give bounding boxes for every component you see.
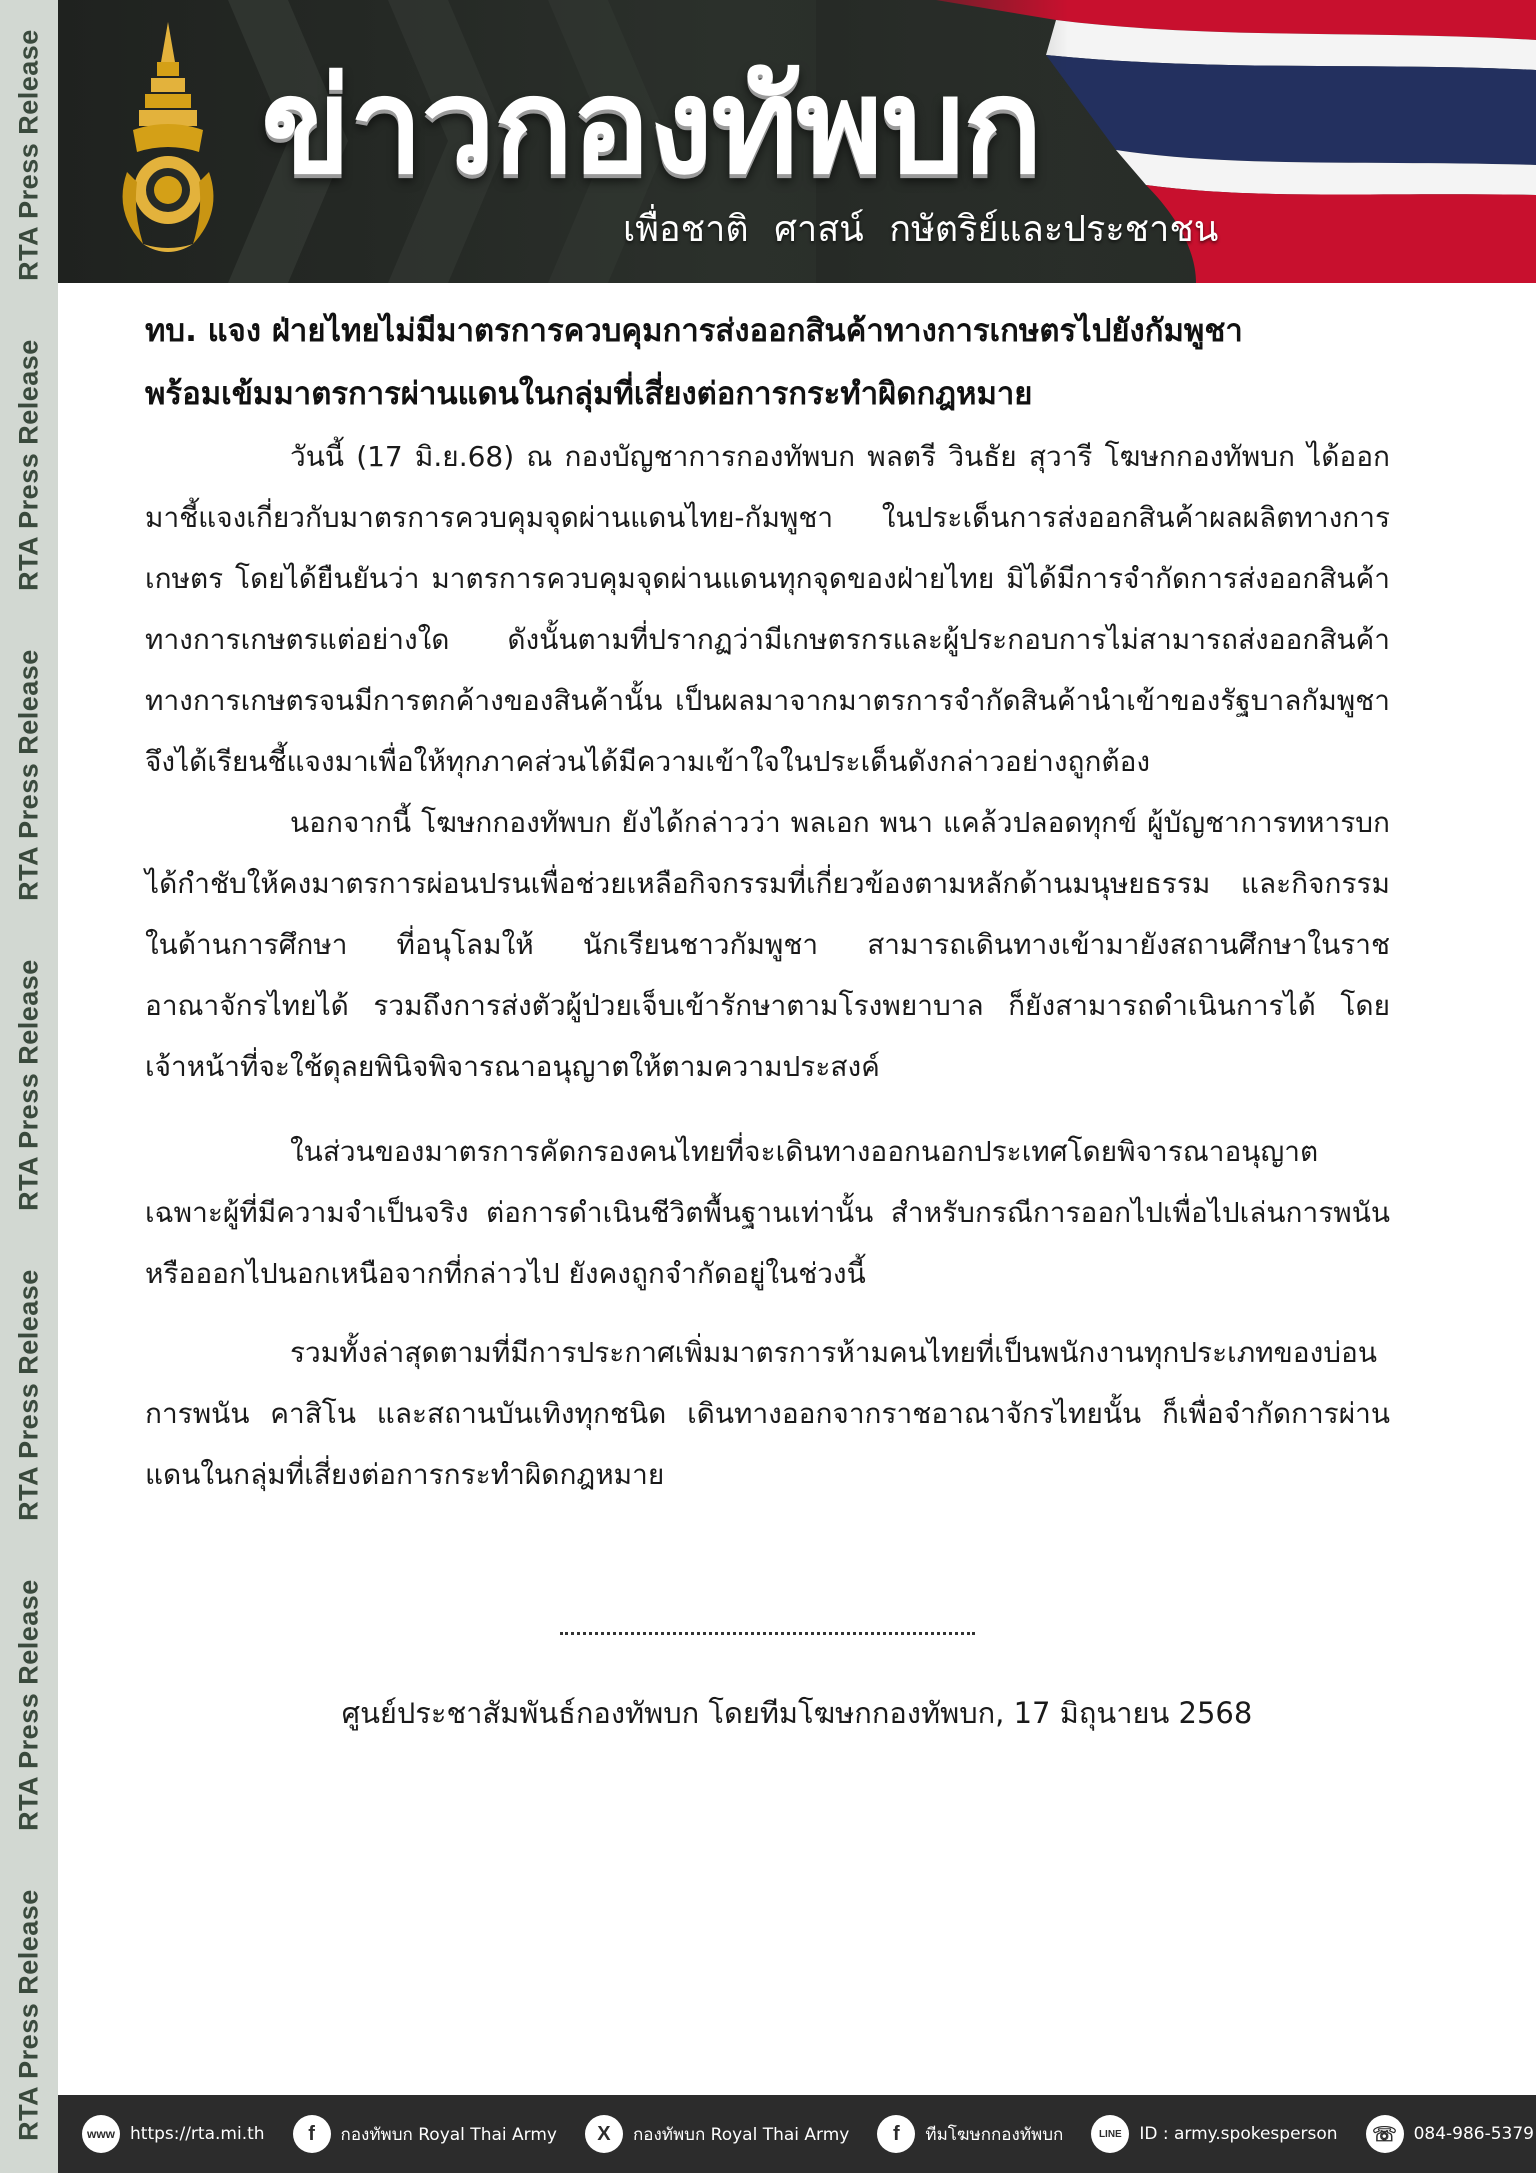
footer-phone-text: 084-986-5379	[1413, 2124, 1534, 2144]
footer-website[interactable]	[82, 2115, 265, 2153]
headline-line-1: ทบ. แจง ฝ่ายไทยไม่มีมาตรการควบคุมการส่งออกสินค้าทางการเกษตรไปยังกัมพูชา	[145, 313, 1243, 349]
footer-facebook-rta-text: กองทัพบก Royal Thai Army	[340, 2124, 557, 2145]
facebook-icon: f	[877, 2115, 915, 2153]
side-label: RTA Press Release	[13, 1579, 44, 1831]
footer-line[interactable]	[1091, 2115, 1337, 2153]
footer-facebook-rta[interactable]	[293, 2115, 557, 2153]
headline-line-2: พร้อมเข้มมาตรการผ่านแดนในกลุ่มที่เสี่ยงต่อการกระทำผิดกฎหมาย	[145, 376, 1033, 412]
side-label: RTA Press Release	[13, 1889, 44, 2141]
header-banner	[58, 0, 1536, 283]
side-label: RTA Press Release	[13, 1269, 44, 1521]
footer-website-text: https://rta.mi.th	[130, 2124, 265, 2144]
side-strip-labels	[0, 0, 58, 2173]
side-strip	[0, 0, 58, 2173]
footer-bar	[58, 2095, 1536, 2173]
facebook-icon: f	[293, 2115, 331, 2153]
article	[145, 300, 1390, 1505]
line-icon: LINE	[1091, 2115, 1129, 2153]
phone-icon: ☏	[1366, 2115, 1404, 2153]
footer-x-rta-text: กองทัพบก Royal Thai Army	[632, 2124, 850, 2145]
paragraph-4: รวมทั้งล่าสุดตามที่มีการประกาศเพิ่มมาตรการห้ามคนไทยที่เป็นพนักงานทุกประเภทของบ่อนการพนัน คาสิโน และสถานบันเทิงทุกชนิด เดินทางออกจากราชอาณาจักรไทยนั้น ก็เพื่อจำกัดการผ่านแดนในกลุ่มที่เสี่ยงต่อการกระทำผิดกฎหมาย	[145, 1336, 1390, 1491]
paragraph-2: นอกจากนี้ โฆษกกองทัพบก ยังได้กล่าวว่า พลเอก พนา แคล้วปลอดทุกข์ ผู้บัญชาการทหารบก ได้กำชับให้คงมาตรการผ่อนปรนเพื่อช่วยเหลือกิจกรรมที่เกี่ยวข้องตามหลักด้านมนุษยธรรม และกิจกรรมในด้านการศึกษา ที่อนุโลมให้ นักเรียนชาวกัมพูชา สามารถเดินทางเข้ามายังสถานศึกษาในราชอาณาจักรไทยได้ รวมถึงการส่งตัวผู้ป่วยเจ็บเข้ารักษาตามโรงพยาบาล ก็ยังสามารถดำเนินการได้ โดย เจ้าหน้าที่จะใช้ดุลยพินิจพิจารณาอนุญาตให้ตามความประสงค์	[145, 806, 1390, 1083]
royal-thai-army-emblem-icon	[113, 22, 223, 262]
side-label: RTA Press Release	[13, 339, 44, 591]
footer-line-text: ID : army.spokesperson	[1139, 2124, 1338, 2144]
paragraph-1: วันนี้ (17 มิ.ย.68) ณ กองบัญชาการกองทัพบก พลตรี วินธัย สุวารี โฆษกกองทัพบก ได้ออกมาชี้แจงเกี่ยวกับมาตรการควบคุมจุดผ่านแดนไทย-กัมพูชา ในประเด็นการส่งออกสินค้าผลผลิตทางการเกษตร โดยได้ยืนยันว่า มาตรการควบคุมจุดผ่านแดนทุกจุดของฝ่ายไทย มิได้มีการจำกัดการส่งออกสินค้าทางการเกษตรแต่อย่างใด ดังนั้นตามที่ปรากฏว่ามีเกษตรกรและผู้ประกอบการไม่สามารถส่งออกสินค้าทางการเกษตรจนมีการตกค้างของสินค้านั้น เป็นผลมาจากมาตรการจำกัดสินค้านำเข้าของรัฐบาลกัมพูชา จึงได้เรียนชี้แจงมาเพื่อให้ทุกภาคส่วนได้มีความเข้าใจในประเด็นดังกล่าวอย่างถูกต้อง	[145, 440, 1390, 778]
footer-facebook-spokesperson-text: ทีมโฆษกกองทัพบก	[925, 2124, 1064, 2145]
signature: ศูนย์ประชาสัมพันธ์กองทัพบก โดยทีมโฆษกกองทัพบก, 17 มิถุนายน 2568	[341, 1696, 1253, 1730]
header-title: ข่าวกองทัพบก	[261, 50, 1041, 204]
paragraph-3: ในส่วนของมาตรการคัดกรองคนไทยที่จะเดินทางออกนอกประเทศโดยพิจารณาอนุญาตเฉพาะผู้ที่มีความจำเป็นจริง ต่อการดำเนินชีวิตพื้นฐานเท่านั้น สำหรับกรณีการออกไปเพื่อไปเล่นการพนัน หรือออกไปนอกเหนือจากที่กล่าวไป ยังคงถูกจำกัดอยู่ในช่วงนี้	[145, 1135, 1390, 1290]
x-icon: X	[585, 2115, 623, 2153]
signature-dotted-line	[560, 1632, 975, 1635]
footer-phone[interactable]	[1366, 2115, 1534, 2153]
side-label: RTA Press Release	[13, 649, 44, 901]
header-motto: เพื่อชาติ ศาสน์ กษัตริย์และประชาชน	[623, 209, 1219, 250]
footer-facebook-spokesperson[interactable]	[877, 2115, 1063, 2153]
www-icon: www	[82, 2115, 120, 2153]
side-label: RTA Press Release	[13, 29, 44, 281]
footer-x-rta[interactable]	[585, 2115, 849, 2153]
side-label: RTA Press Release	[13, 959, 44, 1211]
